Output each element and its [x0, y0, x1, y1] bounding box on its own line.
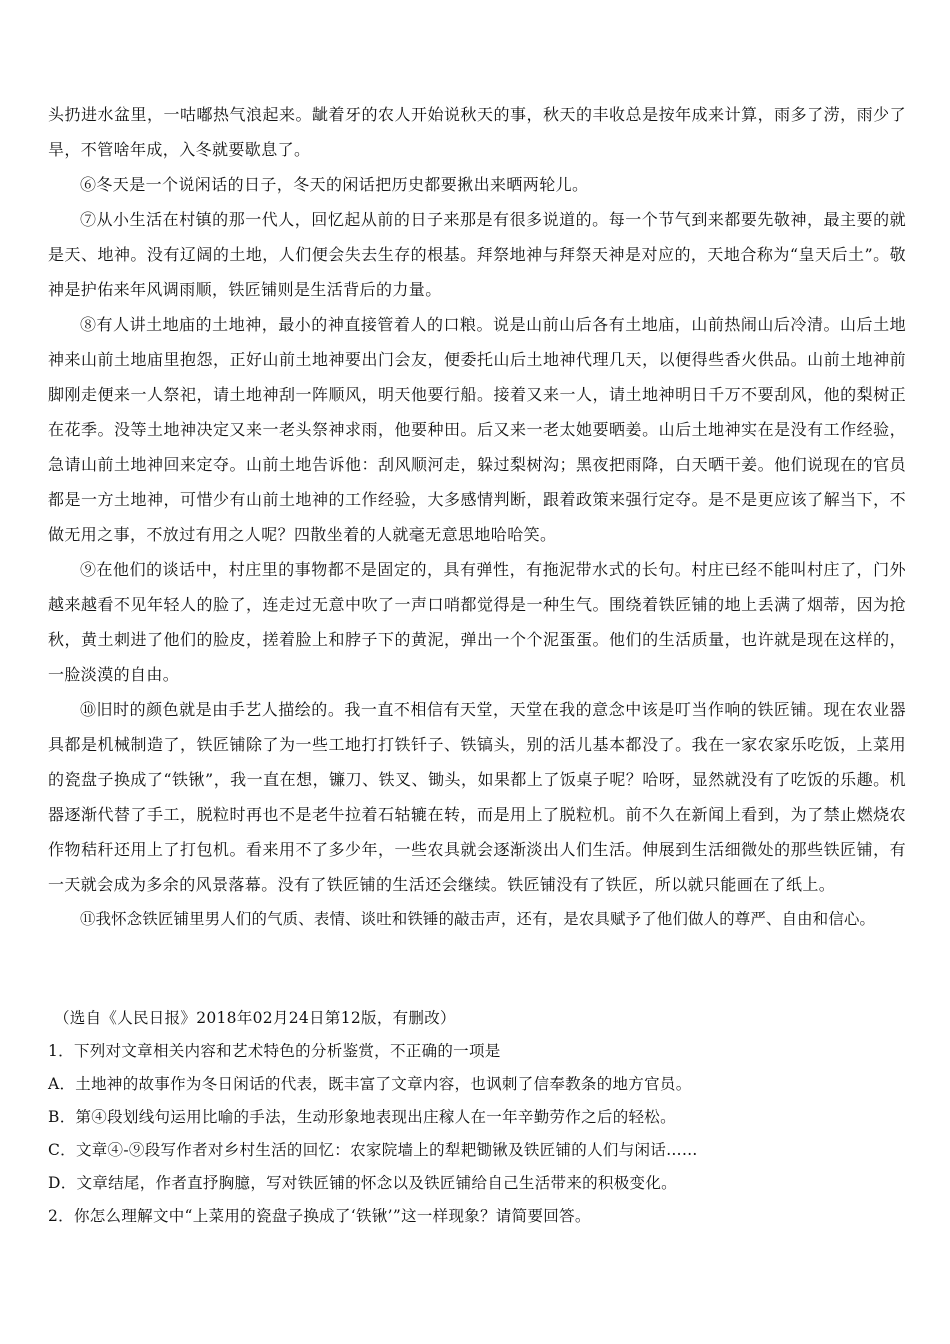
question-1: 1．下列对文章相关内容和艺术特色的分析鉴赏，不正确的一项是: [48, 1042, 501, 1060]
question-1-option-a: A．土地神的故事作为冬日闲话的代表，既丰富了文章内容，也讽刺了信奉教条的地方官员。: [48, 1075, 692, 1093]
paragraph-7: ⑦从小生活在村镇的那一代人，回忆起从前的日子来那是有很多说道的。每一个节气到来都要先敬神，最主要的就是天、地神。没有辽阔的土地，人们便会失去生存的根基。拜祭地神与拜祭天神是对应的，天地合称为“皇天后土”。敬神是护佑来年风调雨顺，铁匠铺则是生活背后的力量。: [48, 210, 906, 299]
paragraph-6: ⑥冬天是一个说闲话的日子，冬天的闲话把历史都要揪出来晒两轮儿。: [80, 175, 589, 194]
question-1-option-c: C．文章④-⑨段写作者对乡村生活的回忆：农家院墙上的犁耙锄锹及铁匠铺的人们与闲话……: [48, 1141, 698, 1159]
question-2: 2．你怎么理解文中“上菜用的瓷盘子换成了‘铁锹’”这一样现象？请简要回答。: [48, 1207, 591, 1225]
question-section: [48, 1002, 906, 1233]
source-citation: （选自《人民日报》2018年02月24日第12版，有删改）: [54, 1009, 456, 1027]
paragraph-8: ⑧有人讲土地庙的土地神，最小的神直接管着人的口粮。说是山前山后各有土地庙，山前热闹山后冷清。山后土地神来山前土地庙里抱怨，正好山前土地神要出门会友，便委托山后土地神代理几天，以便得些香火供品。山前土地神前脚刚走便来一人祭祀，请土地神刮一阵顺风，明天他要行船。接着又来一人，请土地神明日千万不要刮风，他的梨树正在花季。没等土地神决定又来一老头祭神求雨，他要种田。后又来一老太她要晒姜。山后土地神实在是没有工作经验，急请山前土地神回来定夺。山前土地告诉他：刮风顺河走，躲过梨树沟；黑夜把雨降，白天晒干姜。他们说现在的官员都是一方土地神，可惜少有山前土地神的工作经验，大多感情判断，跟着政策来强行定夺。是不是更应该了解当下，不做无用之事，不放过有用之人呢？四散坐着的人就毫无意思地哈哈笑。: [48, 315, 906, 544]
paragraph-10: ⑩旧时的颜色就是由手艺人描绘的。我一直不相信有天堂，天堂在我的意念中该是叮当作响的铁匠铺。现在农业器具都是机械制造了，铁匠铺除了为一些工地打打铁钎子、铁镐头，别的活儿基本都没了。我在一家农家乐吃饭，上菜用的瓷盘子换成了“铁锹”，我一直在想，镰刀、铁叉、锄头，如果都上了饭桌子呢？哈呀，显然就没有了吃饭的乐趣。机器逐渐代替了手工，脱粒时再也不是老牛拉着石轱辘在转，而是用上了脱粒机。前不久在新闻上看到，为了禁止燃烧农作物秸秆还用上了打包机。看来用不了多少年，一些农具就会逐渐淡出人们生活。伸展到生活细微处的那些铁匠铺，有一天就会成为多余的风景落幕。没有了铁匠铺的生活还会继续。铁匠铺没有了铁匠，所以就只能画在了纸上。: [48, 700, 906, 894]
paragraph-9: ⑨在他们的谈话中，村庄里的事物都不是固定的，具有弹性，有拖泥带水式的长句。村庄已经不能叫村庄了，门外越来越看不见年轻人的脸了，连走过无意中吹了一声口哨都觉得是一种生气。围绕着铁匠铺的地上丢满了烟蒂，因为抢秋，黄土刺进了他们的脸皮，搓着脸上和脖子下的黄泥，弹出一个个泥蛋蛋。他们的生活质量，也许就是现在这样的，一脸淡漠的自由。: [48, 560, 906, 684]
question-1-option-d: D．文章结尾，作者直抒胸臆，写对铁匠铺的怀念以及铁匠铺给自己生活带来的积极变化。: [48, 1174, 677, 1192]
paragraph-11: ⑪我怀念铁匠铺里男人们的气质、表情、谈吐和铁锤的敲击声，还有，是农具赋予了他们做人的尊严、自由和信心。: [80, 910, 876, 928]
article-body: [48, 97, 906, 937]
paragraph-intro: 头扔进水盆里，一咕嘟热气浪起来。龇着牙的农人开始说秋天的事，秋天的丰收总是按年成来计算，雨多了涝，雨少了旱，不管啥年成，入冬就要歇息了。: [48, 105, 906, 159]
question-1-option-b: B．第④段划线句运用比喻的手法，生动形象地表现出庄稼人在一年辛勤劳作之后的轻松。: [48, 1108, 676, 1126]
